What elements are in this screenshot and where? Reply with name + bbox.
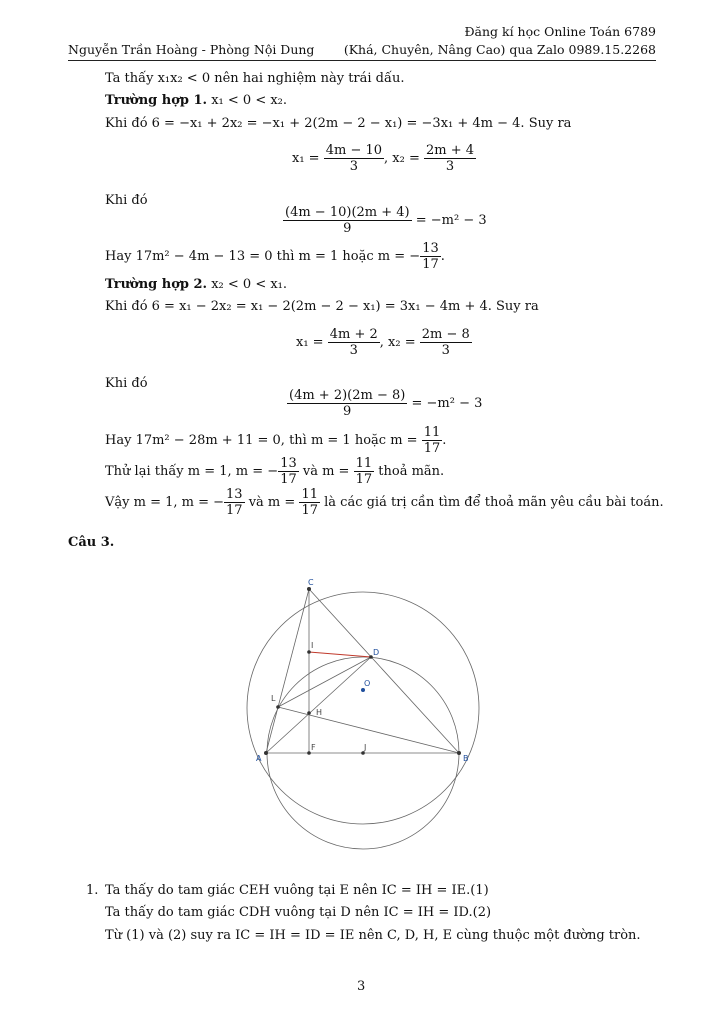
fraction-numerator: 11 [423,425,441,440]
fraction-denominator: 17 [422,257,439,272]
case1-expression: Khi đó 6 = −x₁ + 2x₂ = −x₁ + 2(2m − 2 − x₁) = −3x₁ + 4m − 4. Suy ra [105,116,572,131]
point-o [361,688,365,692]
fraction-numerator: 11 [355,456,373,471]
label-h: H [316,708,323,717]
question-3-heading: Câu 3. [68,535,115,550]
check-b: và m = [302,464,350,479]
header-left: Nguyễn Trần Hoàng - Phòng Nội Dung [68,42,315,57]
segment-ac [266,589,309,753]
fraction-numerator: (4m − 10)(2m + 4) [285,205,410,220]
case2-x1-lhs: x₁ = [296,335,324,350]
fraction-denominator: 3 [349,343,358,358]
point-h [307,711,311,715]
check-a: Thử lại thấy m = 1, m = − [105,464,279,479]
point-i [307,650,311,654]
case1-condition: x₁ < 0 < x₂. [211,93,288,108]
fraction-denominator: 17 [301,503,318,518]
point-b [457,751,461,755]
case1-label: Trường hợp 1. [105,93,208,108]
header-right-line1: Đăng kí học Online Toán 6789 [464,24,656,39]
fraction-numerator: 13 [280,456,297,471]
fraction-numerator: 13 [422,241,439,256]
case1-x2-lhs: , x₂ = [384,151,420,166]
case1-eq-rhs: = −m² − 3 [415,213,487,228]
point-c [307,587,311,591]
khi-do-2: Khi đó [105,376,148,391]
label-a: A [256,754,262,763]
fraction-denominator: 17 [355,472,373,487]
fraction-denominator: 17 [280,472,297,487]
label-f: F [311,743,316,752]
fraction-denominator: 9 [343,221,352,236]
concl-c: là các giá trị cần tìm để thoả mãn yêu cầu bài toán. [324,495,664,510]
fraction-numerator: 13 [226,487,243,502]
label-o: O [364,679,371,688]
fraction-numerator: 11 [301,487,318,502]
list-line-2: Ta thấy do tam giác CDH vuông tại D nên IC = IH = ID.(2) [105,905,492,920]
label-b: B [463,754,469,763]
list-line-3: Từ (1) và (2) suy ra IC = IH = ID = IE nên C, D, H, E cùng thuộc một đường tròn. [105,928,641,943]
page-number: 3 [357,979,366,994]
label-l: L [271,694,276,703]
segment-bc [309,589,459,753]
fraction-denominator: 3 [445,159,455,174]
label-i: I [311,641,314,650]
case2-label: Trường hợp 2. [105,277,208,292]
case2-x2-lhs: , x₂ = [379,335,416,350]
fraction-denominator: 3 [441,343,450,358]
fraction-numerator: 2m − 8 [421,327,470,342]
segment-id-red [309,652,371,657]
case2-condition: x₂ < 0 < x₁. [211,277,288,292]
fraction-denominator: 3 [349,159,359,174]
concl-a: Vậy m = 1, m = − [105,495,225,510]
point-a [264,751,268,755]
label-c: C [308,578,314,587]
fraction-denominator: 9 [343,404,352,419]
fraction-numerator: 4m + 2 [329,327,378,342]
case1-end: . [440,249,445,264]
fraction-denominator: 17 [423,441,441,456]
label-j: J [364,743,367,752]
khi-do-1: Khi đó [105,193,148,208]
case2-hay: Hay 17m² − 28m + 11 = 0, thì m = 1 hoặc m = [105,433,418,448]
header-right-line2: (Khá, Chuyên, Nâng Cao) qua Zalo 0989.15.2268 [343,42,656,57]
fraction-numerator: 2m + 4 [426,143,475,158]
list-line-1: Ta thấy do tam giác CEH vuông tại E nên IC = IH = IE.(1) [105,883,489,898]
case2-eq-rhs: = −m² − 3 [411,396,483,411]
case2-expression: Khi đó 6 = x₁ − 2x₂ = x₁ − 2(2m − 2 − x₁) = 3x₁ − 4m + 4. Suy ra [105,299,539,314]
label-d: D [373,648,380,657]
fraction-numerator: 4m − 10 [325,143,383,158]
case1-hay: Hay 17m² − 4m − 13 = 0 thì m = 1 hoặc m = − [105,249,421,264]
text-line-1: Ta thấy x₁x₂ < 0 nên hai nghiệm này trái dấu. [105,71,405,86]
point-l [276,705,280,709]
case2-end: . [442,433,447,448]
segment-bl [278,707,459,753]
fraction-numerator: (4m + 2)(2m − 8) [289,388,406,403]
case1-x1-lhs: x₁ = [292,151,320,166]
list-number: 1. [86,883,99,898]
check-c: thoả mãn. [378,464,445,479]
concl-b: và m = [248,495,296,510]
fraction-denominator: 17 [226,503,243,518]
